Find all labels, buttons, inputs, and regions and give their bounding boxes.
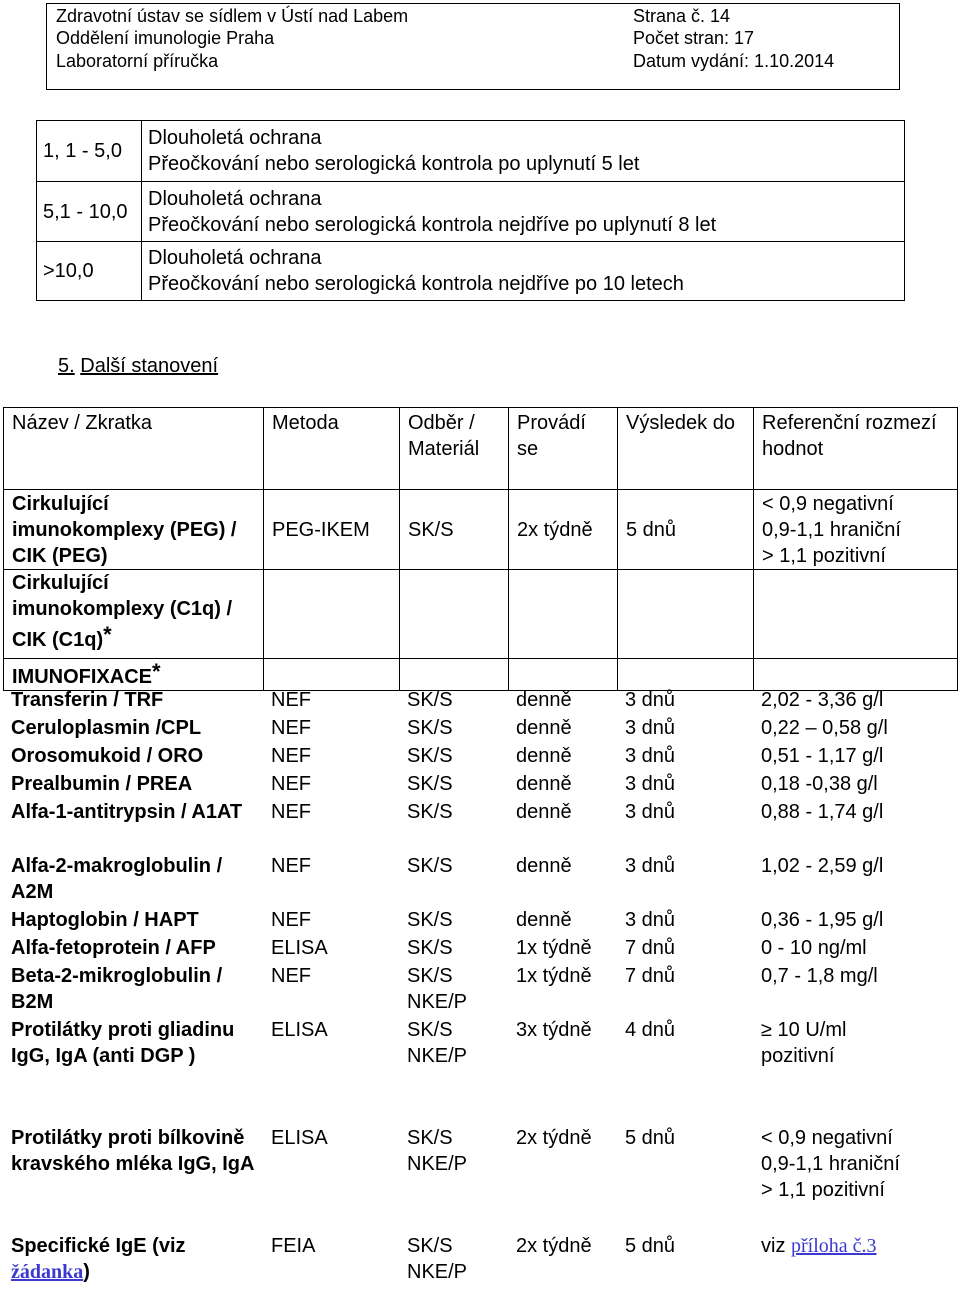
- table-row: [3, 963, 957, 1017]
- test-sample: [399, 1017, 508, 1125]
- test-method: NEF: [271, 745, 311, 767]
- reference-line: > 1,1 pozitivní: [762, 544, 886, 567]
- test-sample: SK/S: [407, 689, 453, 711]
- table-row: [3, 1125, 957, 1233]
- section-label: Další stanovení: [80, 355, 219, 377]
- tests-table: [3, 407, 958, 691]
- col-header-name: Název / Zkratka: [4, 408, 264, 490]
- test-frequency: [509, 570, 618, 659]
- table-row: [3, 1233, 957, 1303]
- test-frequency: 3x týdně: [516, 1019, 592, 1041]
- table-row: [37, 242, 905, 301]
- test-reference: viz příloha č.3: [761, 1235, 877, 1257]
- test-reference: [753, 935, 957, 963]
- test-result-time: 3 dnů: [625, 855, 676, 877]
- reference-line: 0,88 - 1,74 g/l: [761, 801, 884, 823]
- test-frequency: 1x týdně: [516, 937, 592, 959]
- test-result-time: [618, 659, 754, 691]
- test-frequency: denně: [516, 909, 572, 931]
- reference-line: < 0,9 negativní: [761, 1127, 893, 1149]
- sample-line: NKE/P: [407, 1153, 468, 1175]
- test-frequency: denně: [516, 717, 572, 739]
- department-name: Oddělení imunologie Praha: [56, 28, 275, 48]
- protection-title: Dlouholetá ochrana: [148, 187, 322, 210]
- test-method: [264, 659, 400, 691]
- table-row: [3, 743, 957, 771]
- test-frequency: denně: [516, 801, 572, 823]
- issue-date: Datum vydání: 1.10.2014: [633, 51, 835, 71]
- col-header-result: Výsledek do: [618, 408, 754, 490]
- test-reference: [753, 799, 957, 853]
- col-header-sample: Odběr / Materiál: [400, 408, 509, 490]
- table-row: [37, 182, 905, 242]
- test-method: NEF: [271, 717, 311, 739]
- test-method: NEF: [271, 801, 311, 823]
- test-result-time: 3 dnů: [625, 773, 676, 795]
- table-row: [3, 853, 957, 907]
- test-sample: SK/S: [407, 773, 453, 795]
- test-sample: [399, 963, 508, 1017]
- test-name: Protilátky proti gliadinu IgG, IgA (anti DGP ): [11, 1019, 235, 1067]
- table-header-row: [4, 408, 958, 490]
- table-row: [4, 490, 958, 570]
- reference-line: 0,36 - 1,95 g/l: [761, 909, 884, 931]
- test-method: NEF: [271, 855, 311, 877]
- test-reference: [753, 907, 957, 935]
- test-name: Specifické IgE (viz žádanka): [11, 1235, 186, 1283]
- test-result-time: 7 dnů: [625, 965, 676, 987]
- col-header-frequency: Provádí se: [509, 408, 618, 490]
- sample-line: SK/S: [407, 965, 453, 987]
- sample-line: NKE/P: [407, 991, 468, 1013]
- range-cell: 1, 1 - 5,0: [37, 121, 142, 182]
- test-name: Cirkulující imunokomplexy (PEG) / CIK (PEG): [4, 490, 264, 570]
- appendix-link[interactable]: příloha č.3: [791, 1235, 877, 1257]
- test-frequency: 2x týdně: [516, 1235, 592, 1257]
- protection-title: Dlouholetá ochrana: [148, 127, 322, 149]
- range-cell: 5,1 - 10,0: [37, 182, 142, 242]
- test-name: Transferin / TRF: [11, 689, 164, 711]
- test-frequency: denně: [516, 855, 572, 877]
- document-header: [46, 3, 900, 90]
- test-reference: [754, 490, 958, 570]
- test-frequency: 2x týdně: [516, 1127, 592, 1149]
- test-name: Protilátky proti bílkovině kravského mléka IgG, IgA: [11, 1127, 255, 1175]
- reference-line: > 1,1 pozitivní: [761, 1179, 885, 1201]
- test-result-time: 7 dnů: [625, 937, 676, 959]
- table-row: [3, 687, 957, 715]
- reference-line: 2,02 - 3,36 g/l: [761, 689, 884, 711]
- test-sample: [400, 659, 509, 691]
- test-method: FEIA: [271, 1235, 316, 1257]
- protection-desc: Přeočkování nebo serologická kontrola po uplynutí 5 let: [148, 153, 640, 175]
- reference-line: ≥ 10 U/ml: [761, 1019, 847, 1041]
- test-name: IMUNOFIXACE*: [4, 659, 264, 691]
- page-count: Počet stran: 17: [633, 28, 755, 48]
- reference-line: pozitivní: [761, 1045, 835, 1067]
- sample-line: SK/S: [407, 1127, 453, 1149]
- test-frequency: denně: [516, 689, 572, 711]
- reference-line: 0,7 - 1,8 mg/l: [761, 965, 878, 987]
- reference-line: 0,22 – 0,58 g/l: [761, 717, 888, 739]
- test-sample: SK/S: [407, 801, 453, 823]
- protection-title: Dlouholetá ochrana: [148, 247, 322, 269]
- test-result-time: 3 dnů: [625, 909, 676, 931]
- protection-table: [36, 120, 905, 301]
- test-frequency: 2x týdně: [509, 490, 618, 570]
- test-name: Ceruloplasmin /CPL: [11, 717, 202, 739]
- tests-table-continued: [3, 687, 957, 1303]
- test-method: NEF: [271, 965, 311, 987]
- test-sample: SK/S: [407, 937, 453, 959]
- col-header-method: Metoda: [264, 408, 400, 490]
- test-result-time: [618, 570, 754, 659]
- requisition-link[interactable]: žádanka: [11, 1261, 84, 1283]
- footnote-star: *: [152, 659, 161, 684]
- test-reference: [754, 570, 958, 659]
- col-header-reference: Referenční rozmezí hodnot: [754, 408, 958, 490]
- table-row: [3, 771, 957, 799]
- test-sample: SK/S: [400, 490, 509, 570]
- test-name: Beta-2-mikroglobulin / B2M: [11, 965, 223, 1013]
- test-method: [264, 570, 400, 659]
- test-sample: [400, 570, 509, 659]
- test-name: Cirkulující imunokomplexy (C1q) / CIK (C1q)*: [4, 570, 264, 659]
- test-name: Alfa-2-makroglobulin / A2M: [11, 855, 223, 903]
- sample-line: SK/S: [407, 1235, 453, 1257]
- reference-line: 0,9-1,1 hraniční: [762, 518, 901, 541]
- test-reference: [753, 963, 957, 1017]
- protection-desc: Přeočkování nebo serologická kontrola nejdříve po 10 letech: [148, 273, 684, 295]
- test-method: PEG-IKEM: [264, 490, 400, 570]
- test-method: NEF: [271, 773, 311, 795]
- test-result-time: 4 dnů: [625, 1019, 676, 1041]
- reference-line: < 0,9 negativní: [762, 492, 894, 515]
- test-frequency: denně: [516, 773, 572, 795]
- test-frequency: [509, 659, 618, 691]
- test-reference: [753, 1017, 957, 1125]
- page-number: Strana č. 14: [633, 6, 731, 26]
- test-reference: [753, 715, 957, 743]
- section-number: 5.: [58, 355, 75, 377]
- test-sample: [399, 1125, 508, 1233]
- test-result-time: 5 dnů: [618, 490, 754, 570]
- reference-line: 1,02 - 2,59 g/l: [761, 855, 884, 877]
- test-result-time: 3 dnů: [625, 689, 676, 711]
- reference-line: 0,51 - 1,17 g/l: [761, 745, 884, 767]
- test-result-time: 3 dnů: [625, 745, 676, 767]
- test-name: Alfa-1-antitrypsin / A1AT: [11, 801, 243, 823]
- test-reference: [754, 659, 958, 691]
- test-frequency: denně: [516, 745, 572, 767]
- test-sample: SK/S: [407, 909, 453, 931]
- reference-line: 0,18 -0,38 g/l: [761, 773, 878, 795]
- table-row: [3, 799, 957, 853]
- table-row: [4, 659, 958, 691]
- test-method: ELISA: [271, 937, 328, 959]
- test-sample: SK/S: [407, 745, 453, 767]
- section-title: [58, 355, 218, 378]
- protection-desc: Přeočkování nebo serologická kontrola nejdříve po uplynutí 8 let: [148, 213, 717, 236]
- test-result-time: 3 dnů: [625, 717, 676, 739]
- test-name: Prealbumin / PREA: [11, 773, 193, 795]
- test-name: Alfa-fetoprotein / AFP: [11, 937, 216, 959]
- table-row: [3, 1017, 957, 1125]
- test-method: ELISA: [271, 1127, 328, 1149]
- protection-cell: [142, 121, 905, 182]
- test-method: NEF: [271, 689, 311, 711]
- table-row: [37, 121, 905, 182]
- test-sample: SK/S: [407, 855, 453, 877]
- test-reference: [753, 771, 957, 799]
- test-reference: [753, 1125, 957, 1233]
- table-row: [3, 935, 957, 963]
- table-row: [3, 715, 957, 743]
- reference-line: 0,9-1,1 hraniční: [761, 1153, 900, 1175]
- range-cell: >10,0: [37, 242, 142, 301]
- test-frequency: 1x týdně: [516, 965, 592, 987]
- table-row: [3, 907, 957, 935]
- sample-line: NKE/P: [407, 1261, 468, 1283]
- test-method: ELISA: [271, 1019, 328, 1041]
- sample-line: SK/S: [407, 1019, 453, 1041]
- protection-cell: [142, 242, 905, 301]
- test-reference: [753, 853, 957, 907]
- reference-line: 0 - 10 ng/ml: [761, 937, 867, 959]
- test-name: Haptoglobin / HAPT: [11, 909, 199, 931]
- institute-name: Zdravotní ústav se sídlem v Ústí nad Labem: [56, 6, 409, 26]
- test-reference: [753, 743, 957, 771]
- test-result-time: 5 dnů: [625, 1127, 676, 1149]
- footnote-star: *: [103, 622, 112, 647]
- manual-name: Laboratorní příručka: [56, 51, 219, 71]
- sample-line: NKE/P: [407, 1045, 468, 1067]
- test-result-time: 5 dnů: [625, 1235, 676, 1257]
- protection-cell: [142, 182, 905, 242]
- test-reference: [753, 687, 957, 715]
- test-method: NEF: [271, 909, 311, 931]
- test-name: Orosomukoid / ORO: [11, 745, 204, 767]
- test-sample: SK/S: [407, 717, 453, 739]
- test-sample: [399, 1233, 508, 1303]
- table-row: [4, 570, 958, 659]
- test-result-time: 3 dnů: [625, 801, 676, 823]
